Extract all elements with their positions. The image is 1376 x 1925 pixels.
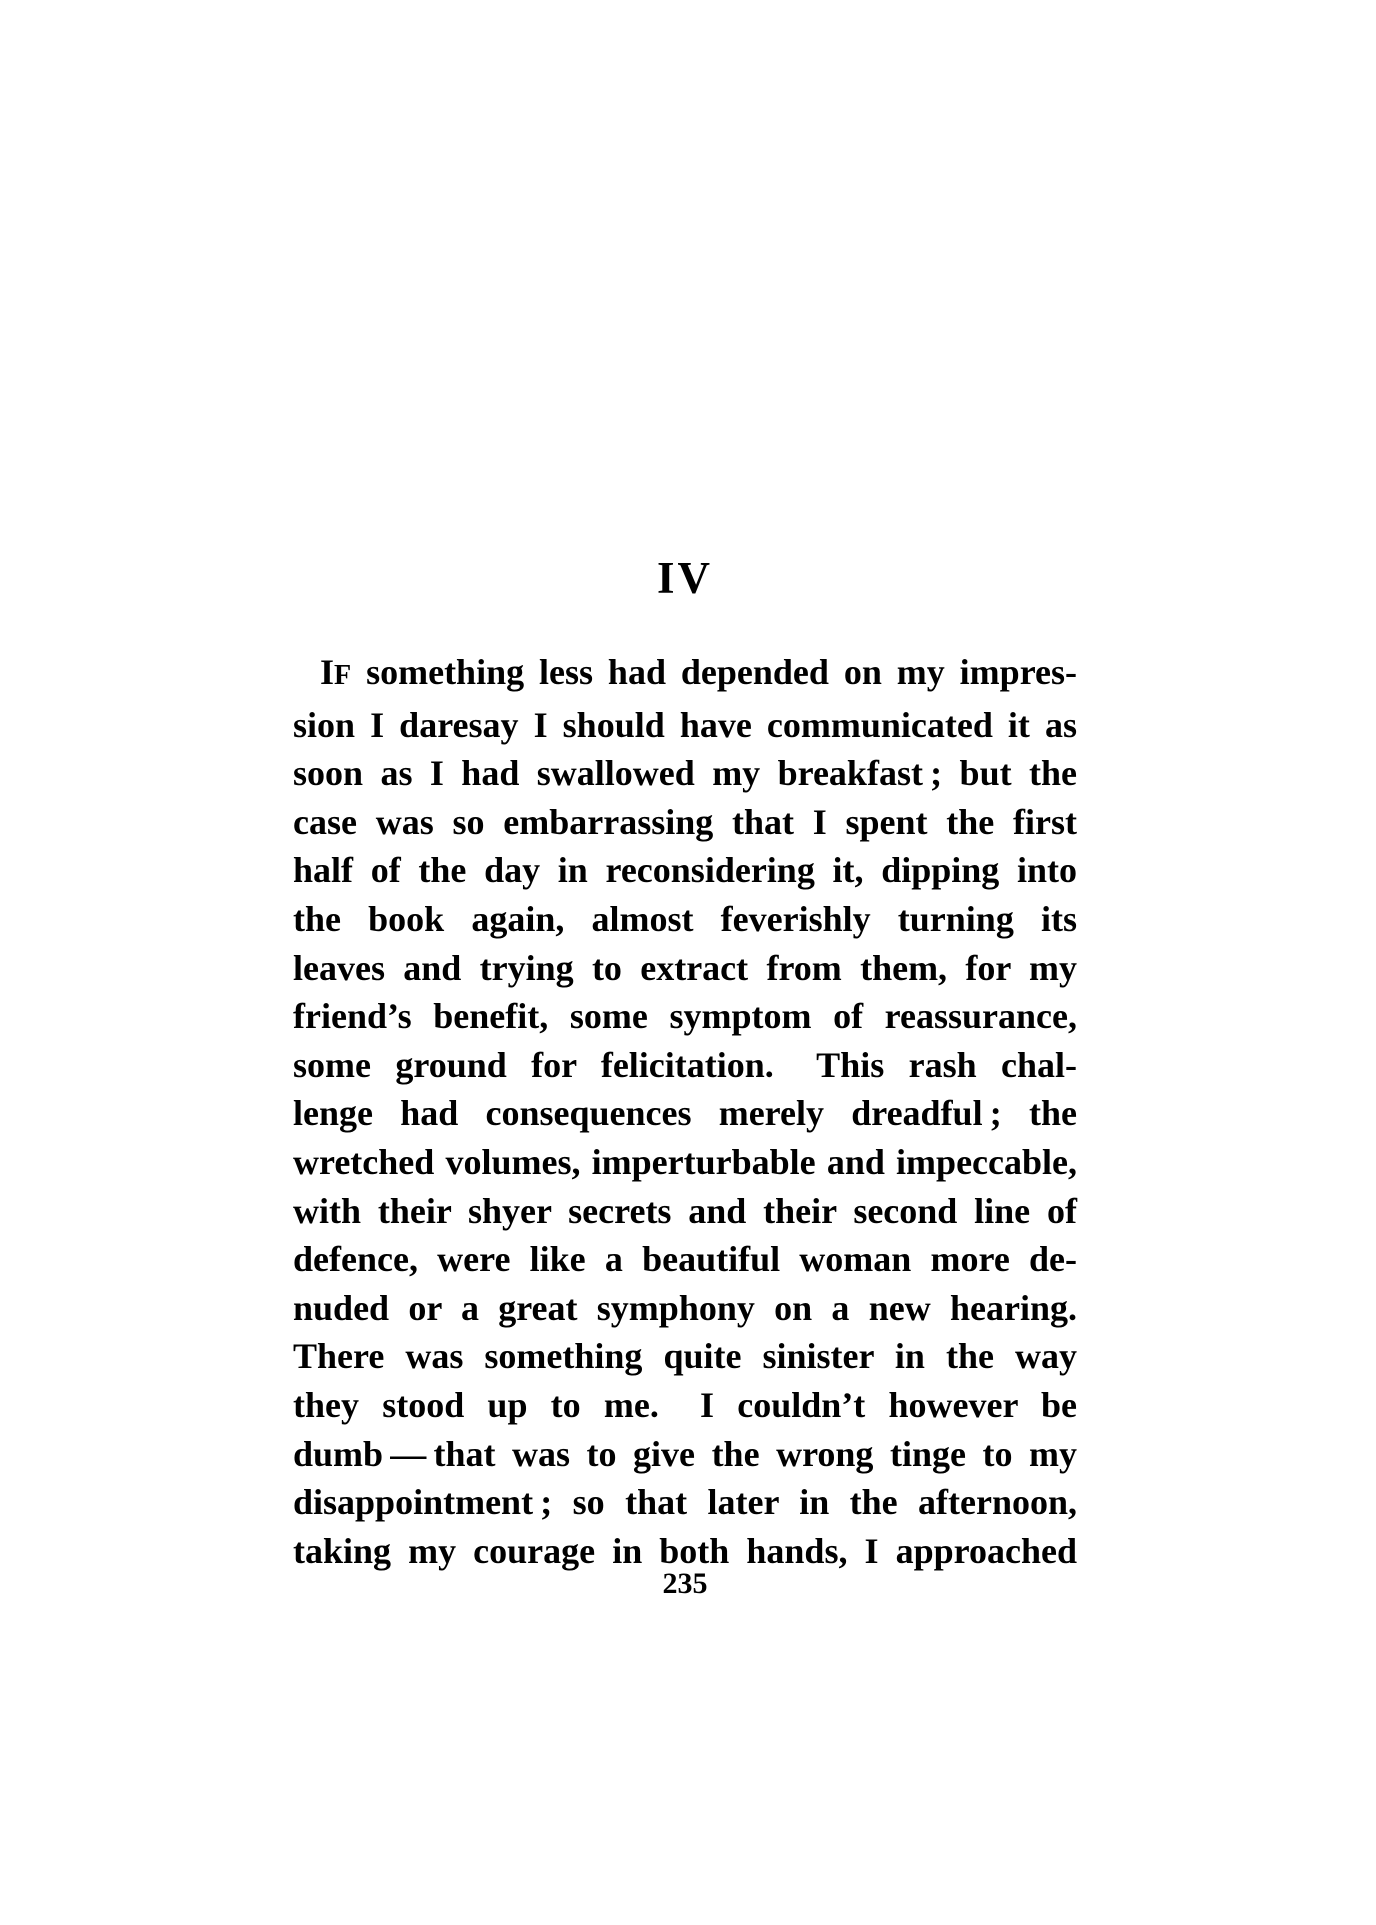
first-line-text: something less had depended on my impres- bbox=[351, 652, 1077, 692]
body-line: nuded or a great symphony on a new hearing. bbox=[293, 1287, 1077, 1328]
body-line: dumb — that was to give the wrong tinge to my bbox=[293, 1433, 1077, 1474]
body-line: There was something quite sinister in the way bbox=[293, 1336, 1077, 1377]
body-line: disappointment ; so that later in the afternoon, bbox=[293, 1482, 1077, 1523]
body-line: defence, were like a beautiful woman more de- bbox=[293, 1239, 1077, 1280]
first-word-small-cap: F bbox=[334, 660, 352, 691]
body-line: half of the day in reconsidering it, dipping into bbox=[293, 850, 1077, 891]
body-line: lenge had consequences merely dreadful ; the bbox=[293, 1093, 1077, 1134]
body-line: wretched volumes, imperturbable and impeccable, bbox=[293, 1141, 1077, 1182]
page-number: 235 bbox=[662, 1567, 708, 1600]
body-line: taking my courage in both hands, I approached bbox=[293, 1530, 1077, 1571]
first-word-initial: I bbox=[320, 652, 335, 692]
text-column bbox=[293, 0, 1077, 1925]
body-line: some ground for felicitation. This rash chal- bbox=[293, 1044, 1077, 1085]
body-line: the book again, almost feverishly turning its bbox=[293, 898, 1077, 939]
paragraph-first-line bbox=[293, 648, 1077, 701]
chapter-heading: IV bbox=[656, 553, 713, 603]
body-line: leaves and trying to extract from them, for my bbox=[293, 947, 1077, 988]
body-line: they stood up to me. I couldn’t however be bbox=[293, 1384, 1077, 1425]
opening-paragraph bbox=[293, 648, 1077, 1575]
body-line: soon as I had swallowed my breakfast ; but the bbox=[293, 753, 1077, 794]
body-line: case was so embarrassing that I spent the first bbox=[293, 801, 1077, 842]
body-line: sion I daresay I should have communicated it as bbox=[293, 704, 1077, 745]
body-line: with their shyer secrets and their second line of bbox=[293, 1190, 1077, 1231]
body-line: friend’s benefit, some symptom of reassurance, bbox=[293, 996, 1077, 1037]
